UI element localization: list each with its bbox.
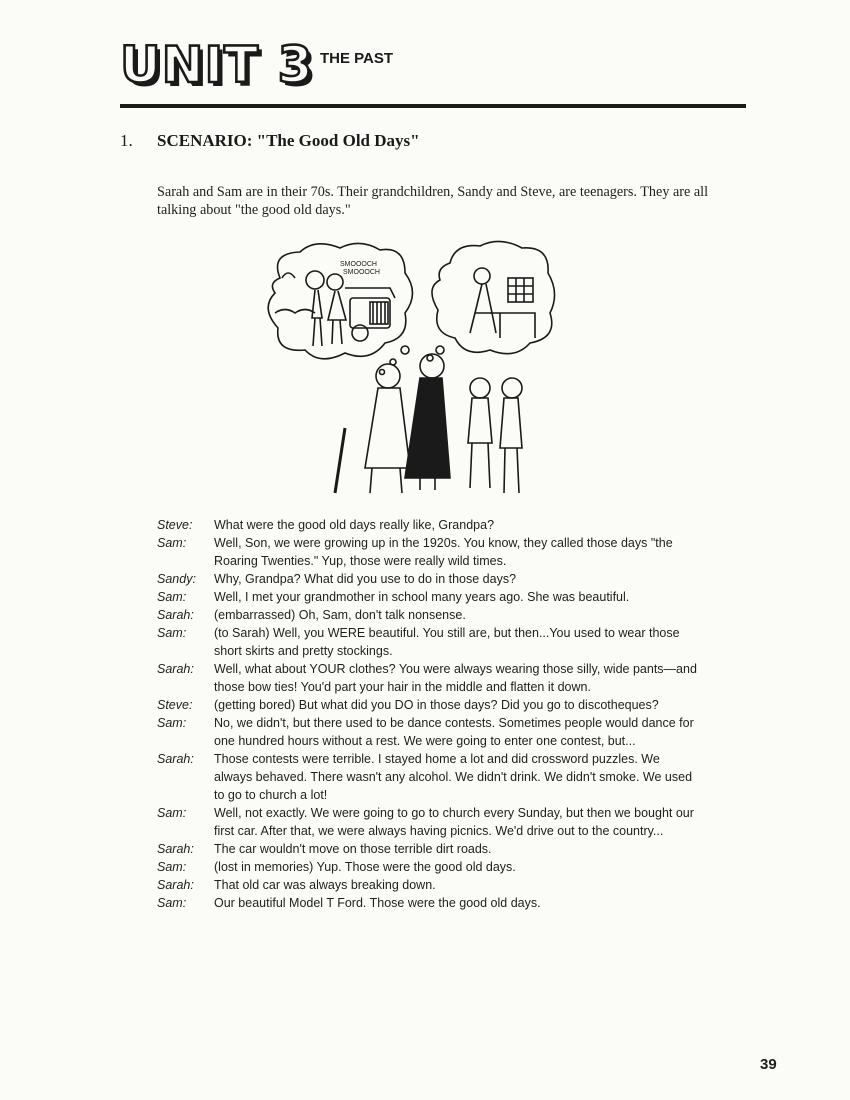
- dialogue-line: [157, 534, 697, 570]
- cartoon-illustration: [260, 238, 560, 498]
- smooch-text-2: SMOOOCH: [343, 269, 380, 276]
- dialogue-text: Our beautiful Model T Ford. Those were the good old days.: [214, 896, 541, 910]
- speaker-name: Sam:: [157, 896, 187, 910]
- speaker-name: Sarah:: [157, 878, 194, 892]
- dialogue-line: [157, 876, 697, 894]
- speaker-name: Sarah:: [157, 608, 194, 622]
- dialogue-text: The car wouldn't move on those terrible dirt roads.: [214, 842, 492, 856]
- dialogue-line: [157, 516, 697, 534]
- dialogue-line: [157, 624, 697, 660]
- thought-bubble-right: [432, 241, 555, 353]
- dialogue-line: [157, 840, 697, 858]
- dialogue-line: [157, 858, 697, 876]
- unit-title: UNIT 3: [120, 36, 314, 94]
- section-heading: [120, 131, 420, 151]
- unit-subtitle: THE PAST: [320, 50, 394, 67]
- dialogue-text: Well, not exactly. We were going to go to church every Sunday, but then we bought our first car. After that, we were always having picnics. We'd drive out to the country...: [214, 806, 694, 838]
- dialogue-text: What were the good old days really like, Grandpa?: [214, 518, 495, 532]
- dialogue-text: Why, Grandpa? What did you use to do in those days?: [214, 572, 517, 586]
- dialogue-text: No, we didn't, but there used to be dance contests. Sometimes people would dance for one hundred hours without a rest. We were going to enter one contest, but...: [214, 716, 694, 748]
- dialogue-line: [157, 804, 697, 840]
- speaker-name: Sam:: [157, 536, 187, 550]
- dialogue-line: [157, 714, 697, 750]
- dialogue-text: (lost in memories) Yup. Those were the good old days.: [214, 860, 516, 874]
- speaker-name: Sam:: [157, 860, 187, 874]
- speaker-name: Steve:: [157, 698, 193, 712]
- section-number: 1.: [120, 131, 133, 150]
- dialogue-text: Those contests were terrible. I stayed home a lot and did crossword puzzles. We always behaved. There wasn't any alcohol. We didn't drink. We didn't smoke. We used to go to church a lot!: [214, 752, 693, 802]
- speaker-name: Sam:: [157, 716, 187, 730]
- speaker-name: Sarah:: [157, 752, 194, 766]
- dialogue-line: [157, 588, 697, 606]
- section-title: SCENARIO: "The Good Old Days": [157, 131, 420, 150]
- speaker-name: Sarah:: [157, 842, 194, 856]
- dialogue-text: (embarrassed) Oh, Sam, don't talk nonsense.: [214, 608, 466, 622]
- page-number: 39: [760, 1056, 777, 1073]
- dialogue-text: That old car was always breaking down.: [214, 878, 436, 892]
- dialogue-line: [157, 660, 697, 696]
- header-rule: [120, 104, 746, 108]
- dialogue-line: [157, 570, 697, 588]
- speaker-name: Sam:: [157, 590, 187, 604]
- dialogue-line: [157, 606, 697, 624]
- dialogue-text: Well, Son, we were growing up in the 1920s. You know, they called those days "the Roaring Twenties." Yup, those were really wild times.: [214, 536, 673, 568]
- dialogue-text: (getting bored) But what did you DO in those days? Did you go to discotheques?: [214, 698, 659, 712]
- speaker-name: Steve:: [157, 518, 193, 532]
- dialogue-list: [157, 516, 697, 912]
- smooch-text-1: SMOOOCH: [340, 261, 377, 268]
- intro-paragraph: Sarah and Sam are in their 70s. Their grandchildren, Sandy and Steve, are teenagers. They are all talking about "the good old days.": [157, 184, 709, 218]
- speaker-name: Sam:: [157, 806, 187, 820]
- speaker-name: Sam:: [157, 626, 187, 640]
- dialogue-line: [157, 696, 697, 714]
- dialogue-text: (to Sarah) Well, you WERE beautiful. You still are, but then...You used to wear those short skirts and pretty stockings.: [214, 626, 680, 658]
- speaker-name: Sarah:: [157, 662, 194, 676]
- dialogue-line: [157, 894, 697, 912]
- speaker-name: Sandy:: [157, 572, 196, 586]
- dialogue-text: Well, I met your grandmother in school many years ago. She was beautiful.: [214, 590, 630, 604]
- dialogue-text: Well, what about YOUR clothes? You were always wearing those silly, wide pants—and those bow ties! You'd part your hair in the middle and flatten it down.: [214, 662, 697, 694]
- dialogue-line: [157, 750, 697, 804]
